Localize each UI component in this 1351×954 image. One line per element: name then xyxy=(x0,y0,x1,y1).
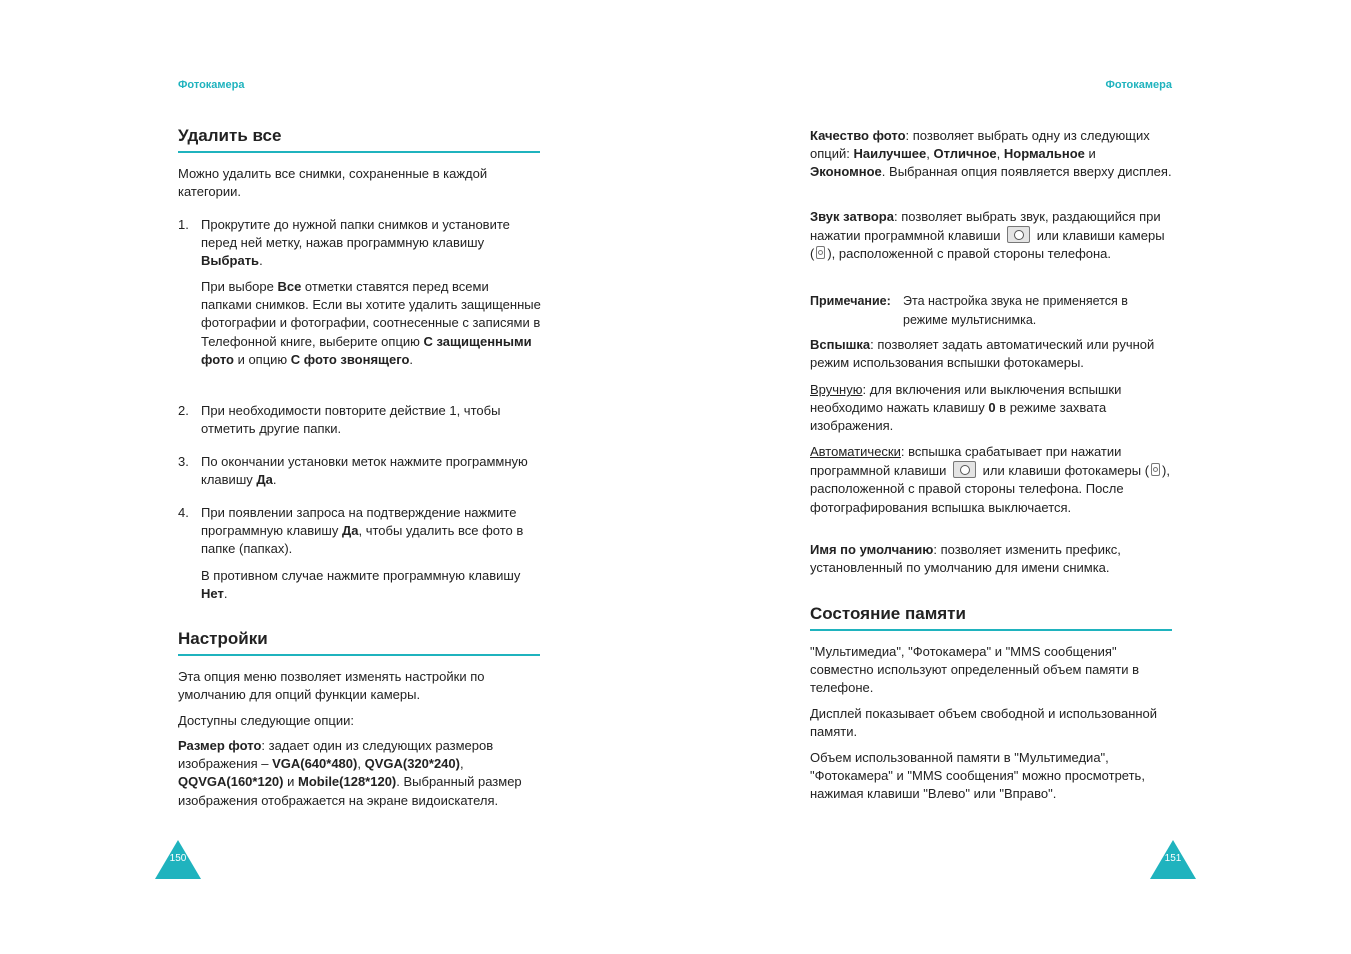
camera-key-icon xyxy=(1151,463,1160,476)
flash-option: Вспышка: позволяет задать автоматический или ручной режим использования вспышки фотокамеры. xyxy=(810,337,1155,371)
step-number: 1. xyxy=(178,217,189,232)
camera-key-icon xyxy=(816,246,825,259)
page-number-text: 151 xyxy=(1164,853,1182,864)
photo-size-option: Размер фото: задает один из следующих размеров изображения – VGA(640*480), QVGA(320*240), QQVGA(160*120) и Mobile(128*120). Выбранный размер изображения отображается на экране видоискателя. xyxy=(178,738,522,808)
memory-paragraph-2: Дисплей показывает объем свободной и использованной памяти. xyxy=(810,706,1158,740)
running-header-left: Фотокамера xyxy=(178,79,245,91)
step1-text: Прокрутите до нужной папки снимков и установите перед ней метку, нажав программную клавишу Выбрать. xyxy=(201,217,510,269)
settings-intro: Эта опция меню позволяет изменять настройки по умолчанию для опций функции камеры. xyxy=(178,669,485,703)
default-name-option: Имя по умолчанию: позволяет изменить префикс, установленный по умолчанию для имени снимка. xyxy=(810,542,1121,576)
page-number-right xyxy=(1150,839,1196,879)
memory-paragraph-3: Объем использованной памяти в "Мультимедиа", "Фотокамера" и "MMS сообщения" можно просмотреть, нажимая клавиши "Влево" или "Вправо". xyxy=(810,750,1145,802)
step-number: 4. xyxy=(178,505,189,520)
step4-subtext: В противном случае нажмите программную клавишу Нет. xyxy=(201,568,521,602)
memory-paragraph-1: "Мультимедиа", "Фотокамера" и "MMS сообщения" совместно используют определенный объем памяти в телефоне. xyxy=(810,644,1140,696)
step4-text: При появлении запроса на подтверждение нажмите программную клавишу Да, чтобы удалить все фото в папке (папках). xyxy=(201,505,524,557)
photo-quality-option: Качество фото: позволяет выбрать одну из следующих опций: Наилучшее, Отличное, Нормальное и Экономное. Выбранная опция появляется вверху дисплея. xyxy=(810,128,1172,180)
settings-available: Доступны следующие опции: xyxy=(178,713,354,728)
note-text: Эта настройка звука не применяется в режиме мультиснимка. xyxy=(903,294,1128,327)
step1-subtext: При выборе Все отметки ставятся перед всеми папками снимков. Если вы хотите удалить защищенные фотографии и фотографии, соотнесенные с записями в Телефонной книге, выберите опцию С защищенными фото и опцию С фото звонящего. xyxy=(201,279,541,367)
step-number: 3. xyxy=(178,454,189,469)
note-label: Примечание: xyxy=(810,294,891,308)
step3-text: По окончании установки меток нажмите программную клавишу Да. xyxy=(201,454,528,488)
shutter-sound-option: Звук затвора: позволяет выбрать звук, раздающийся при нажатии программной клавиши или клавиши камеры ( ), расположенной с правой стороны телефона. xyxy=(810,209,1165,262)
running-header-right: Фотокамера xyxy=(1105,79,1172,91)
page-number-left xyxy=(155,839,201,879)
step2-text: При необходимости повторите действие 1, чтобы отметить другие папки. xyxy=(201,403,501,437)
flash-auto: Автоматически: вспышка срабатывает при нажатии программной клавиши или клавиши фотокамеры ( ), расположенной с правой стороны телефона. После фотографирования вспышка выключается. xyxy=(810,444,1170,515)
step-number: 2. xyxy=(178,403,189,418)
delete-intro: Можно удалить все снимки, сохраненные в каждой категории. xyxy=(178,166,488,200)
heading-settings: Настройки xyxy=(178,628,540,656)
camera-softkey-icon xyxy=(953,461,976,478)
heading-delete-all: Удалить все xyxy=(178,125,540,153)
flash-manual: Вручную: для включения или выключения вспышки необходимо нажать клавишу 0 в режиме захвата изображения. xyxy=(810,382,1122,434)
camera-softkey-icon xyxy=(1007,226,1030,243)
page-number-text: 150 xyxy=(169,853,187,864)
heading-memory-status: Состояние памяти xyxy=(810,603,1172,631)
